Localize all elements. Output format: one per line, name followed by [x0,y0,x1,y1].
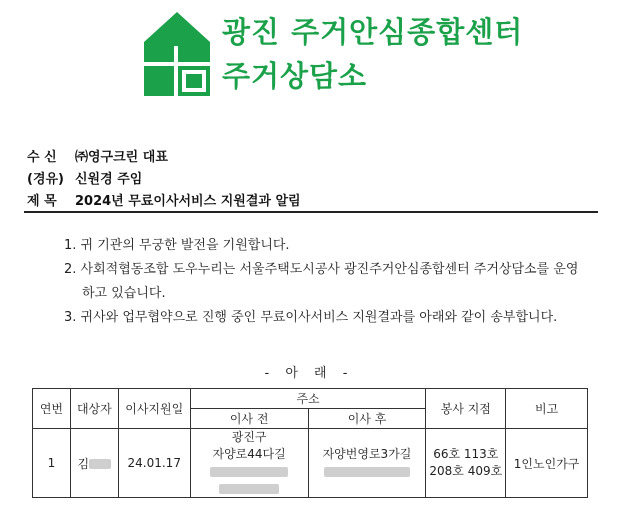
row-target-name: 김 [77,456,90,471]
volunteer-line1: 66호 113호 [433,447,499,461]
header-note: 비고 [506,389,588,429]
center-title: 광진 주거안심종합센터 [222,15,524,49]
redacted-address [210,467,288,477]
header-divider [24,211,598,213]
table-row [33,429,588,498]
center-logo [144,12,210,96]
via-line [27,168,142,187]
via-label: (경유) [27,172,64,187]
recipient-line [27,146,168,165]
row-after-address [308,429,426,498]
row-volunteer [426,429,506,498]
before-address-line1: 광진구 [231,430,267,444]
row-target [70,429,118,498]
subject-label: 제 목 [27,194,57,209]
redacted-name [89,459,111,469]
after-address-line1: 자양번영로3가길 [322,447,412,461]
row-note: 1인노인가구 [506,429,588,498]
before-address-line2: 자양로44다길 [212,447,286,461]
header-date: 이사지원일 [118,389,190,429]
section-title: - 아 래 - [264,366,354,381]
item-1: 1. 귀 기관의 무궁한 발전을 기원합니다. [64,238,290,253]
header-target: 대상자 [70,389,118,429]
header-address: 주소 [190,389,426,409]
item-3: 3. 귀사와 업무협약으로 진행 중인 무료이사서비스 지원결과를 아래와 같이 송부합니다. [64,310,558,325]
row-date: 24.01.17 [118,429,190,498]
header-after: 이사 후 [308,409,426,429]
item-2: 2. 사회적협동조합 도우누리는 서울주택도시공사 광진주거안심종합센터 주거상담소를 운영 [64,262,579,277]
header-no: 연번 [33,389,71,429]
subject-value: 2024년 무료이사서비스 지원결과 알림 [75,194,301,209]
support-results-table [32,388,588,498]
center-subtitle: 주거상담소 [222,59,368,93]
row-no: 1 [33,429,71,498]
redacted-address [219,484,279,494]
body-items [64,234,592,330]
subject-line [27,190,301,209]
volunteer-line2: 208호 409호 [429,464,503,478]
recipient-label: 수 신 [27,150,57,165]
via-value: 신원경 주임 [75,172,143,187]
header-before: 이사 전 [190,409,308,429]
header-volunteer: 봉사 지점 [426,389,506,429]
redacted-address [324,467,410,477]
item-2-continued: 하고 있습니다. [82,286,166,301]
row-before-address [190,429,308,498]
recipient-value: ㈜영구크린 대표 [75,150,168,165]
